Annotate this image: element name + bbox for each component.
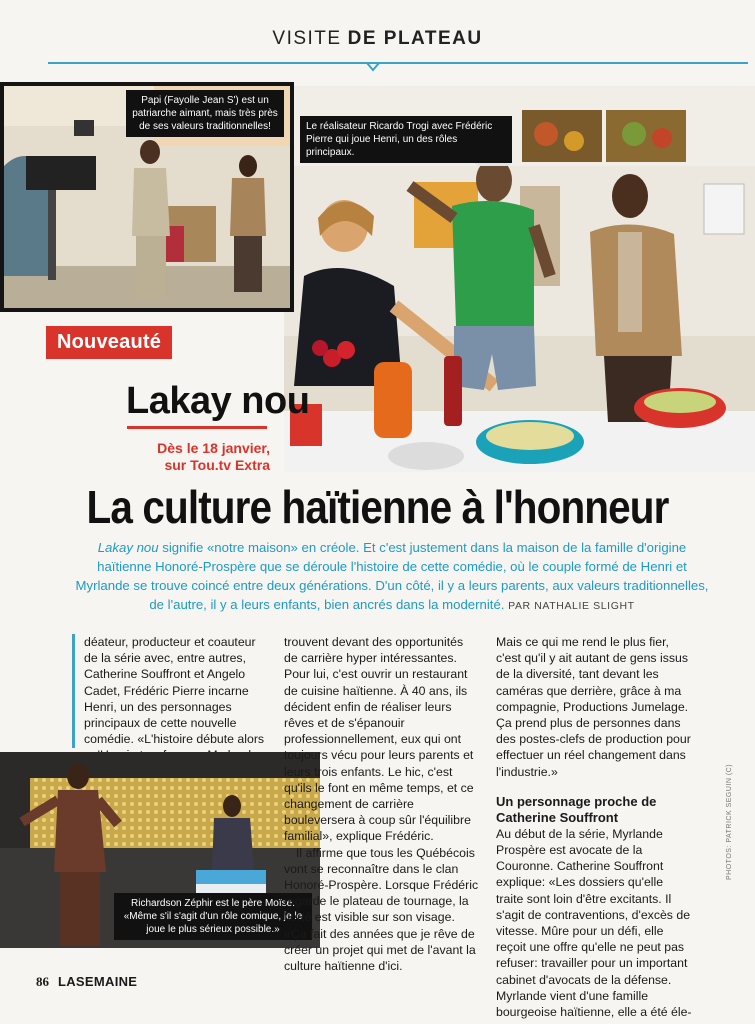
lede-text: signifie «notre maison» en créole. Et c'est justement dans la maison de la famille d'origine haïtienne Honoré-Prospère que se déroule l'histoire de cette comédie, où le couple formé de Henri et Myrlande se trouve coincé entre deux générations. D'un côté, il y a leurs parents, aux valeurs traditionnelles, de l'autre, il y a leurs enfants, bien ancrés dans la modernité. (75, 540, 709, 612)
show-title-rule (127, 426, 267, 429)
inset-photo (0, 82, 294, 312)
show-date (130, 440, 270, 474)
page-number: 86 (36, 974, 49, 989)
col3-subhead: Un personnage proche de Catherine Souffront (496, 793, 657, 825)
section-header-prefix: VISITE (272, 28, 342, 49)
category-tag: Nouveauté (46, 326, 172, 359)
headline: La culture haïtienne à l'honneur (86, 481, 669, 533)
show-date-line1: Dès le 18 janvier, (157, 440, 270, 456)
article-column-3 (496, 634, 692, 1020)
header-rule (48, 62, 748, 64)
bottom-photo-caption: Richardson Zéphir est le père Moïse. «Même s'il s'agit d'un rôle comique, je le joue le plus sérieux possible.» (114, 893, 312, 940)
col3-paragraph-1: Mais ce qui me rend le plus fier, c'est qu'il y ait autant de gens issus de la diversité, tant devant les caméras que derrière, grâce à ma compagnie, Productions Jumelage. Ça prend plus de personnes dans des postes-clefs de production pour effectuer un réel changement dans l'industrie.» (496, 635, 691, 779)
bottom-photo (0, 752, 320, 948)
lede (72, 538, 712, 616)
header-chevron-icon (366, 61, 380, 75)
col1-paragraph: déateur, producteur et coauteur de la série avec, entre autres, Catherine Souffront et Angelo Cadet, Frédéric Pierre incarne Henri, un des personnages principaux de cette nouvelle comédie. «L'histoire débute alors (84, 635, 265, 747)
section-header (0, 28, 755, 50)
column-accent-bar (72, 634, 75, 748)
main-photo-caption: Le réalisateur Ricardo Trogi avec Frédéric Pierre qui joue Henri, un des rôles principaux. (300, 116, 512, 163)
magazine-brand: LASEMAINE (58, 974, 138, 989)
show-title: Lakay nou (126, 380, 310, 422)
section-header-main: DE PLATEAU (347, 28, 483, 49)
col3-paragraph-2: Au début de la série, Myrlande Prospère est avocate de la Couronne. Catherine Souffront explique: «Les dossiers qu'elle traite sont loin d'être excitants. Il s'agit de contraventions, d'excès de vitesse. Mûre pour un défi, elle reçoit une offre qu'elle ne peut pas refuser: travailler pour un important cabinet d'avocats de la défense. Myrlande vient d'une famille bourgeoise haïtienne, elle a été éle- (496, 826, 692, 1020)
show-date-line2: sur Tou.tv Extra (164, 457, 270, 473)
inset-photo-caption: Papi (Fayolle Jean S') est un patriarche aimant, mais très près de ses valeurs traditionnelles! (126, 90, 284, 137)
article-column-2 (284, 634, 480, 974)
lede-title: Lakay nou (97, 540, 159, 555)
photo-credit: PHOTOS: PATRICK SEGUIN (C) (726, 763, 733, 880)
col2-paragraph-1: trouvent devant des opportunités de carrière hyper intéressantes. Pour lui, c'est ouvrir un restaurant de cuisine haïtienne. À 40 ans, ils décident enfin de réaliser leurs rêves et de s'épanouir professionnellement, eux qui ont toujours vécu pour leurs parents et leurs trois enfants. Le hic, c'est qu'ils le font en même temps, et ce changement de carrière bouleversera à coup sûr l'équilibre familial», explique Frédéric. (284, 635, 474, 844)
col2-paragraph-2: Il affirme que tous les Québécois vont se reconnaître dans le clan Honoré-Prospère. Lorsque Frédéric regarde le plateau de tournage, la fierté est visible sur son visage. «Ça fait des années que je rêve de créer un projet qui met de l'avant la culture haïtienne d'ici. (284, 845, 479, 974)
byline: PAR NATHALIE SLIGHT (508, 600, 635, 612)
main-photo (284, 86, 755, 472)
